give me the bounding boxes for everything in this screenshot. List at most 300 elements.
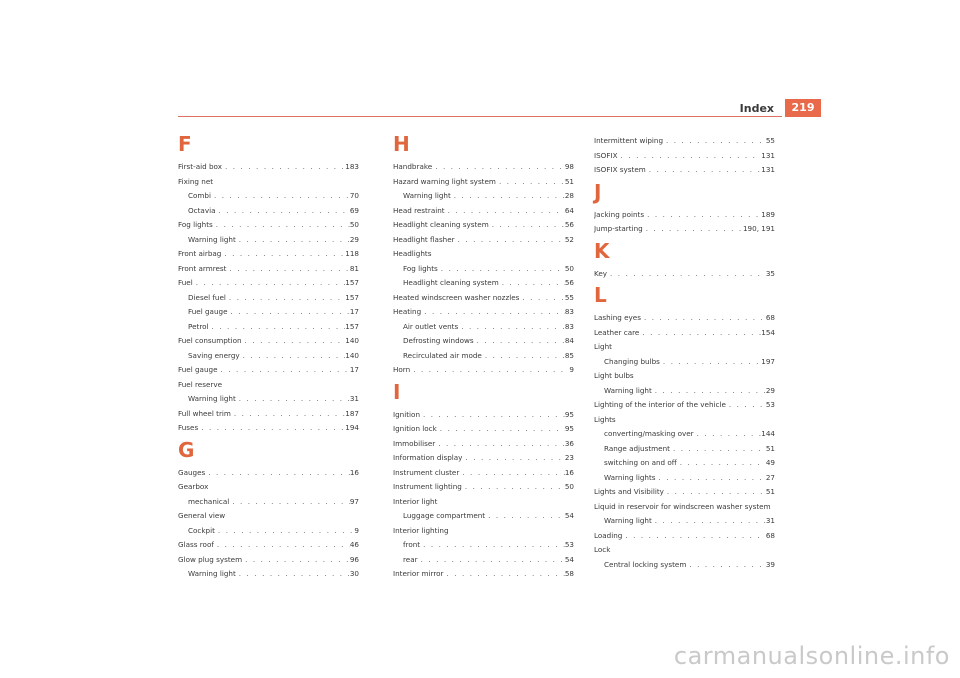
index-entry	[594, 311, 775, 326]
dot-leader	[410, 363, 569, 378]
entry-term: Defrosting windows	[403, 336, 474, 345]
entry-page-ref: 81	[349, 263, 359, 273]
dot-leader	[670, 442, 766, 457]
index-entry	[393, 218, 574, 233]
index-entry	[594, 267, 775, 282]
index-entry	[393, 567, 574, 582]
entry-page-ref: 183	[345, 162, 359, 171]
index-subentry	[393, 189, 574, 204]
dot-leader	[694, 427, 762, 442]
index-entry	[178, 334, 359, 349]
index-entry	[594, 500, 775, 515]
dot-leader	[459, 466, 565, 481]
section-letter: H	[393, 132, 410, 156]
index-subentry	[393, 334, 574, 349]
index-subentry	[594, 514, 775, 529]
index-entry	[393, 247, 574, 262]
entry-page-ref: 30	[349, 569, 359, 578]
section-letter: F	[178, 132, 192, 156]
entry-term: Recirculated air mode	[403, 350, 482, 360]
dot-leader	[438, 262, 565, 277]
dot-leader	[432, 160, 565, 175]
entry-term: Interior lighting	[393, 525, 449, 535]
entry-term: Headlight flasher	[393, 234, 455, 244]
dot-leader	[726, 398, 766, 413]
entry-page-ref: 70	[349, 191, 359, 200]
index-subentry	[178, 189, 359, 204]
entry-term: Octavia	[188, 205, 216, 215]
index-subentry	[178, 524, 359, 539]
entry-page-ref: 55	[564, 292, 574, 302]
index-subentry	[594, 471, 775, 486]
entry-page-ref: 36	[564, 438, 574, 448]
index-subentry	[178, 567, 359, 582]
index-subentry	[178, 349, 359, 364]
dot-leader	[213, 218, 350, 233]
entry-term: Intermittent wiping	[594, 136, 664, 145]
entry-page-ref: 51	[765, 443, 775, 453]
entry-term: Ignition	[393, 409, 421, 419]
index-subentry	[594, 427, 775, 442]
dot-leader	[226, 262, 349, 277]
entry-term: Key	[594, 268, 608, 278]
dot-leader	[242, 553, 350, 568]
index-subentry	[594, 558, 775, 573]
index-entry	[594, 163, 775, 178]
section-letter: J	[594, 179, 602, 204]
entry-page-ref: 9	[569, 365, 574, 374]
index-subentry	[594, 355, 775, 370]
entry-term: Fixing net	[178, 176, 214, 186]
index-entry	[393, 451, 574, 466]
dot-leader	[664, 485, 766, 500]
entry-term: Fuel gauge	[178, 365, 218, 374]
entry-term: Light bulbs	[594, 371, 634, 380]
entry-term: Liquid in reservoir for windscreen washer system	[594, 501, 771, 511]
dot-leader	[242, 334, 346, 349]
entry-page-ref: 27	[765, 472, 775, 482]
index-subentry	[393, 276, 574, 291]
entry-term: Instrument lighting	[393, 482, 462, 491]
entry-page-ref: 51	[564, 176, 574, 186]
index-entry	[393, 204, 574, 219]
entry-page-ref: 50	[564, 263, 574, 273]
entry-term: Heated windscreen washer nozzles	[393, 292, 520, 302]
section-letter: I	[393, 379, 401, 404]
entry-page-ref: 50	[349, 220, 359, 229]
entry-page-ref: 157	[345, 278, 359, 287]
dot-leader	[218, 363, 350, 378]
index-subentry	[393, 320, 574, 335]
dot-leader	[462, 451, 564, 466]
entry-term: Luggage compartment	[403, 511, 486, 520]
entry-term: Instrument cluster	[393, 467, 460, 477]
index-entry	[393, 160, 574, 175]
dot-leader	[435, 437, 565, 452]
index-subentry	[393, 349, 574, 364]
index-subentry	[594, 384, 775, 399]
dot-leader	[443, 567, 564, 582]
dot-leader	[240, 349, 346, 364]
index-entry	[393, 408, 574, 423]
dot-leader	[214, 538, 350, 553]
index-entry	[178, 175, 359, 190]
entry-page-ref: 31	[765, 516, 775, 525]
entry-page-ref: 131	[761, 150, 775, 160]
index-entry	[393, 233, 574, 248]
entry-term: Fog lights	[403, 263, 438, 273]
header-rule	[178, 116, 782, 117]
entry-page-ref: 154	[761, 327, 775, 337]
entry-page-ref: 56	[564, 220, 574, 229]
index-entry	[594, 134, 775, 149]
entry-term: switching on and off	[604, 458, 677, 467]
entry-page-ref: 95	[564, 424, 574, 433]
dot-leader	[489, 218, 565, 233]
entry-page-ref: 140	[345, 336, 359, 345]
dot-leader	[474, 334, 565, 349]
entry-term: Headlight cleaning system	[403, 278, 499, 287]
entry-term: Heating	[393, 307, 422, 316]
index-entry	[178, 421, 359, 436]
entry-term: Warning light	[604, 516, 652, 525]
entry-term: Head restraint	[393, 205, 445, 215]
dot-leader	[622, 529, 765, 544]
dot-leader	[677, 456, 766, 471]
entry-page-ref: 53	[564, 540, 574, 549]
entry-page-ref: 190, 191	[742, 224, 775, 233]
index-column-2	[393, 134, 574, 582]
entry-page-ref: 52	[564, 234, 574, 244]
entry-term: Front airbag	[178, 249, 222, 258]
index-entry	[393, 437, 574, 452]
watermark: carmanualsonline.info	[673, 642, 950, 670]
entry-term: Central locking system	[604, 559, 687, 569]
index-entry	[594, 543, 775, 558]
entry-term: Lighting of the interior of the vehicle	[594, 400, 726, 409]
entry-page-ref: 68	[765, 530, 775, 540]
index-entry	[594, 369, 775, 384]
index-subentry	[178, 392, 359, 407]
dot-leader	[644, 208, 761, 223]
entry-page-ref: 84	[564, 336, 574, 345]
entry-term: Warning light	[188, 569, 236, 578]
entry-page-ref: 28	[564, 191, 574, 200]
index-column-3	[594, 134, 775, 572]
dot-leader	[209, 320, 346, 335]
entry-page-ref: 85	[564, 350, 574, 360]
index-entry	[393, 422, 574, 437]
entry-term: Warning lights	[604, 472, 656, 482]
entry-term: Front armrest	[178, 263, 227, 273]
entry-page-ref: 55	[765, 136, 775, 145]
dot-leader	[421, 305, 565, 320]
index-subentry	[178, 305, 359, 320]
entry-term: Cockpit	[188, 525, 215, 535]
entry-page-ref: 189	[761, 209, 775, 219]
dot-leader	[236, 233, 350, 248]
index-subentry	[393, 553, 574, 568]
entry-term: rear	[403, 554, 418, 564]
section-letter: G	[178, 437, 195, 462]
dot-leader	[229, 495, 350, 510]
index-entry	[178, 553, 359, 568]
entry-page-ref: 29	[765, 385, 775, 395]
dot-leader	[236, 567, 350, 582]
entry-page-ref: 197	[761, 356, 775, 366]
dot-leader	[482, 349, 565, 364]
entry-term: Gearbox	[178, 482, 209, 491]
entry-term: First-aid box	[178, 162, 222, 171]
dot-leader	[646, 163, 761, 178]
index-entry	[594, 340, 775, 355]
index-subentry	[393, 509, 574, 524]
index-entry	[594, 529, 775, 544]
index-entry	[594, 485, 775, 500]
index-entry	[393, 524, 574, 539]
index-subentry	[393, 262, 574, 277]
entry-page-ref: 9	[354, 525, 359, 535]
dot-leader	[222, 160, 345, 175]
entry-page-ref: 131	[761, 165, 775, 174]
entry-page-ref: 194	[345, 423, 359, 432]
entry-term: Warning light	[604, 385, 652, 395]
entry-term: Fuel consumption	[178, 336, 242, 345]
index-subentry	[178, 204, 359, 219]
dot-leader	[215, 524, 355, 539]
entry-page-ref: 17	[349, 365, 359, 374]
entry-term: Petrol	[188, 321, 209, 331]
entry-term: Interior light	[393, 496, 438, 506]
dot-leader	[418, 553, 565, 568]
dot-leader	[458, 320, 565, 335]
index-entry	[178, 378, 359, 393]
index-column-1	[178, 134, 359, 582]
dot-leader	[420, 408, 565, 423]
entry-term: front	[403, 540, 421, 549]
entry-term: Glass roof	[178, 540, 214, 549]
index-subentry	[594, 456, 775, 471]
index-entry	[178, 480, 359, 495]
entry-page-ref: 31	[349, 394, 359, 403]
entry-term: Gauges	[178, 467, 206, 477]
section-letter: K	[594, 238, 610, 263]
entry-term: Immobiliser	[393, 438, 436, 448]
entry-page-ref: 157	[345, 321, 359, 331]
index-entry	[393, 495, 574, 510]
section-letter: L	[594, 283, 607, 307]
entry-page-ref: 118	[345, 249, 359, 258]
entry-term: ISOFIX	[594, 150, 618, 160]
dot-leader	[420, 538, 565, 553]
entry-page-ref: 83	[564, 307, 574, 316]
entry-term: Fuel reserve	[178, 379, 223, 389]
index-entry	[594, 398, 775, 413]
index-subentry	[178, 291, 359, 306]
dot-leader	[211, 189, 350, 204]
entry-term: Horn	[393, 365, 411, 374]
entry-term: Air outlet vents	[403, 321, 459, 331]
index-entry	[594, 222, 775, 237]
entry-page-ref: 68	[765, 313, 775, 322]
entry-term: Warning light	[188, 234, 236, 244]
entry-page-ref: 56	[564, 278, 574, 287]
dot-leader	[660, 355, 761, 370]
entry-term: mechanical	[188, 496, 230, 506]
entry-term: Combi	[188, 191, 211, 200]
index-subentry	[393, 538, 574, 553]
dot-leader	[499, 276, 565, 291]
dot-leader	[455, 233, 565, 248]
entry-term: Hazard warning light system	[393, 176, 496, 186]
index-entry	[594, 149, 775, 164]
index-entry	[178, 407, 359, 422]
index-entry	[178, 160, 359, 175]
entry-term: Warning light	[188, 394, 236, 403]
entry-page-ref: 50	[564, 482, 574, 491]
dot-leader	[462, 480, 565, 495]
dot-leader	[643, 222, 743, 237]
entry-page-ref: 51	[765, 487, 775, 496]
dot-leader	[663, 134, 766, 149]
entry-term: Interior mirror	[393, 569, 444, 578]
entry-term: Saving energy	[188, 350, 240, 360]
index-entry	[594, 413, 775, 428]
index-entry	[178, 276, 359, 291]
entry-term: Jacking points	[594, 209, 645, 219]
entry-page-ref: 95	[564, 409, 574, 419]
entry-term: Loading	[594, 530, 623, 540]
entry-term: Diesel fuel	[188, 292, 226, 302]
dot-leader	[451, 189, 565, 204]
dot-leader	[198, 421, 345, 436]
dot-leader	[656, 471, 766, 486]
entry-term: converting/masking over	[604, 429, 694, 438]
entry-page-ref: 49	[765, 458, 775, 467]
entry-page-ref: 83	[564, 321, 574, 331]
entry-page-ref: 39	[765, 559, 775, 569]
entry-term: ISOFIX system	[594, 165, 646, 174]
entry-term: Lights and Visibility	[594, 487, 664, 496]
entry-page-ref: 98	[564, 162, 574, 171]
dot-leader	[496, 175, 565, 190]
index-subentry	[178, 233, 359, 248]
index-entry	[178, 262, 359, 277]
entry-term: General view	[178, 511, 226, 520]
index-entry	[178, 538, 359, 553]
entry-term: Lashing eyes	[594, 313, 641, 322]
dot-leader	[618, 149, 762, 164]
entry-term: Headlights	[393, 249, 432, 258]
entry-term: Lights	[594, 414, 616, 424]
entry-page-ref: 69	[349, 205, 359, 215]
entry-page-ref: 35	[765, 268, 775, 278]
entry-term: Information display	[393, 453, 463, 462]
dot-leader	[216, 204, 350, 219]
entry-page-ref: 187	[345, 408, 359, 418]
dot-leader	[193, 276, 346, 291]
entry-page-ref: 144	[761, 429, 775, 438]
entry-page-ref: 23	[564, 453, 574, 462]
index-entry	[393, 291, 574, 306]
entry-term: Ignition lock	[393, 424, 437, 433]
entry-term: Fuses	[178, 423, 199, 432]
index-entry	[393, 175, 574, 190]
index-entry	[393, 466, 574, 481]
dot-leader	[228, 305, 350, 320]
entry-page-ref: 96	[349, 554, 359, 564]
dot-leader	[607, 267, 766, 282]
entry-term: Handbrake	[393, 162, 433, 171]
entry-term: Fog lights	[178, 220, 213, 229]
entry-page-ref: 54	[564, 554, 574, 564]
dot-leader	[519, 291, 564, 306]
page-title: Index	[739, 102, 774, 115]
index-entry	[594, 208, 775, 223]
index-entry	[178, 247, 359, 262]
entry-term: Full wheel trim	[178, 408, 231, 418]
entry-page-ref: 46	[349, 540, 359, 549]
entry-term: Headlight cleaning system	[393, 220, 489, 229]
entry-term: Changing bulbs	[604, 356, 660, 366]
dot-leader	[437, 422, 565, 437]
entry-page-ref: 157	[345, 292, 359, 302]
entry-page-ref: 140	[345, 350, 359, 360]
dot-leader	[639, 326, 761, 341]
entry-term: Fuel gauge	[188, 307, 228, 316]
index-entry	[178, 218, 359, 233]
index-entry	[178, 509, 359, 524]
index-entry	[393, 305, 574, 320]
entry-page-ref: 17	[349, 307, 359, 316]
entry-term: Glow plug system	[178, 554, 243, 564]
dot-leader	[236, 392, 350, 407]
dot-leader	[226, 291, 345, 306]
index-subentry	[594, 442, 775, 457]
index-subentry	[178, 495, 359, 510]
dot-leader	[231, 407, 345, 422]
entry-term: Range adjustment	[604, 443, 670, 453]
dot-leader	[445, 204, 565, 219]
index-entry	[594, 326, 775, 341]
entry-page-ref: 54	[564, 511, 574, 520]
entry-page-ref: 97	[349, 496, 359, 506]
entry-page-ref: 16	[564, 467, 574, 477]
entry-term: Light	[594, 342, 612, 351]
index-subentry	[178, 320, 359, 335]
entry-term: Leather care	[594, 327, 640, 337]
dot-leader	[641, 311, 766, 326]
dot-leader	[686, 558, 765, 573]
page-number-badge: 219	[785, 99, 821, 117]
index-entry	[393, 480, 574, 495]
index-entry	[178, 363, 359, 378]
entry-page-ref: 53	[765, 400, 775, 409]
index-entry	[178, 466, 359, 481]
entry-page-ref: 58	[564, 569, 574, 578]
dot-leader	[205, 466, 350, 481]
index-entry	[393, 363, 574, 378]
entry-term: Jump-starting	[594, 224, 643, 233]
entry-term: Fuel	[178, 278, 193, 287]
entry-term: Warning light	[403, 191, 451, 200]
entry-page-ref: 16	[349, 467, 359, 477]
dot-leader	[652, 384, 766, 399]
dot-leader	[221, 247, 345, 262]
entry-page-ref: 29	[349, 234, 359, 244]
dot-leader	[485, 509, 565, 524]
dot-leader	[652, 514, 766, 529]
